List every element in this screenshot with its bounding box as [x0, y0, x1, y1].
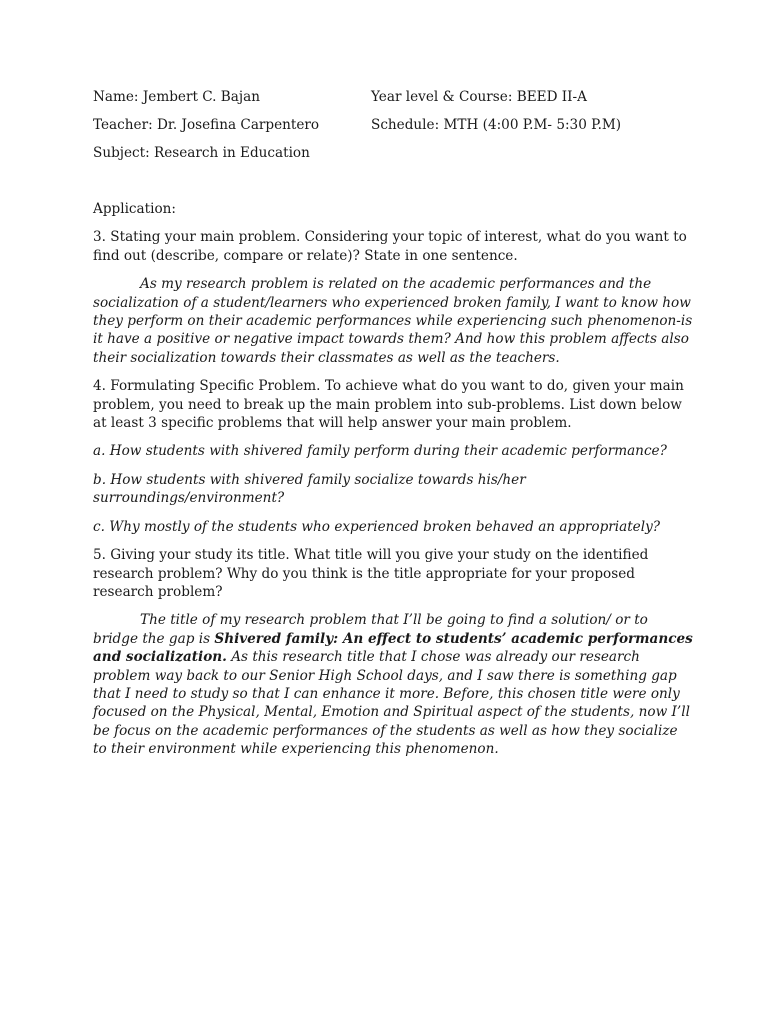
- subject: Subject: Research in Education: [93, 145, 310, 161]
- answer-5-rest: As this research title that I chose was already our research problem way back to our Senior High School days, and I saw there is something gap that I need to study so that I can enhance it more. Before, this chosen title were only focused on the Physical, Mental, Emotion and Spiritual aspect of the students, now I’ll be focus on the academic performances of the students as well as how they socialize to their environment while experiencing this phenomenon.: [93, 649, 690, 758]
- question-5: 5. Giving your study its title. What title will you give your study on the identified research problem? Why do you think is the title appropriate for your proposed research problem?: [93, 547, 649, 600]
- student-name: Name: Jembert C. Bajan: [93, 89, 260, 105]
- teacher-name: Teacher: Dr. Josefina Carpentero: [93, 117, 320, 133]
- question-4: 4. Formulating Specific Problem. To achieve what do you want to do, given your main problem, you need to break up the main problem into sub-problems. List down below at least 3 specific problems that will help answer your main problem.: [93, 378, 684, 432]
- research-title: Shivered family: An effect to students’ academic performances and socialization.: [93, 630, 693, 666]
- sub-problem-b: b. How students with shivered family socialize towards his/her surroundings/environment?: [93, 471, 526, 507]
- sub-problem-a: a. How students with shivered family perform during their academic performance?: [93, 443, 667, 460]
- document-body: [93, 200, 693, 759]
- year-level-course: Year level & Course: BEED II-A: [371, 89, 587, 105]
- answer-5-intro: The title of my research problem that I’ll be going to find a solution/ or to bridge the gap is: [93, 612, 648, 647]
- answer-3: As my research problem is related on the academic performances and the socialization of a student/learners who experienced broken family, I want to know how they perform on their academic performances while experiencing such phenomenon-is it have a positive or negative impact towards them? And how this problem affects also their socialization towards their classmates as well as the teachers.: [93, 276, 693, 366]
- answer-5: [93, 611, 693, 758]
- sub-problem-c: c. Why mostly of the students who experienced broken behaved an appropriately?: [93, 518, 661, 535]
- application-label: Application:: [93, 201, 176, 217]
- question-3: 3. Stating your main problem. Considering your topic of interest, what do you want to find out (describe, compare or relate)? State in one sentence.: [93, 229, 687, 264]
- schedule: Schedule: MTH (4:00 P.M- 5:30 P.M): [371, 117, 622, 133]
